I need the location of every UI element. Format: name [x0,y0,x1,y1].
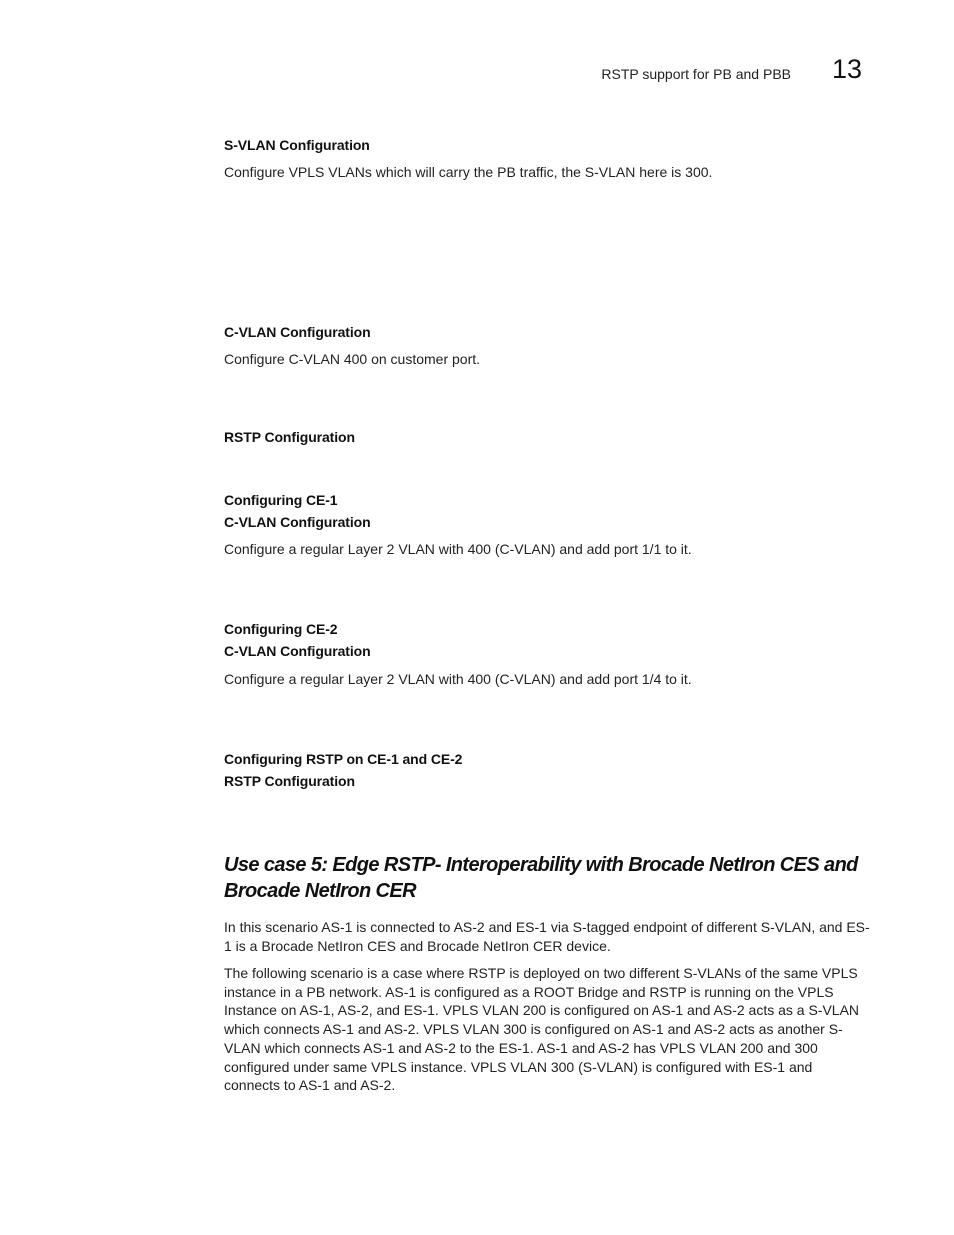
running-header-title: RSTP support for PB and PBB [601,66,791,82]
ce2-cvlan-configuration-text: Configure a regular Layer 2 VLAN with 400 (C-VLAN) and add port 1/4 to it. [224,671,692,687]
cvlan-configuration-heading: C-VLAN Configuration [224,324,371,340]
configuring-ce2-heading: Configuring CE-2 [224,621,338,637]
svlan-configuration-text: Configure VPLS VLANs which will carry the PB traffic, the S-VLAN here is 300. [224,164,713,180]
ce1-cvlan-configuration-text: Configure a regular Layer 2 VLAN with 400 (C-VLAN) and add port 1/1 to it. [224,541,692,557]
chapter-number: 13 [832,54,863,84]
ce1-cvlan-configuration-heading: C-VLAN Configuration [224,514,371,530]
use-case-paragraph-2: The following scenario is a case where RSTP is deployed on two different S-VLANs of the same VPLS instance in a PB network. AS-1 is configured as a ROOT Bridge and RSTP is running on the VPLS Instance on AS-1, AS-2, and ES-1. VPLS VLAN 200 is configured on AS-1 and AS-2 acts as a S-VLAN which connects AS-1 and AS-2. VPLS VLAN 300 is configured on AS-1 and AS-2 acts as another S-VLAN which connects AS-1 and AS-2 to the ES-1. AS-1 and AS-2 has VPLS VLAN 200 and 300 configured under same VPLS instance. VPLS VLAN 300 (S-VLAN) is configured with ES-1 and connects to AS-1 and AS-2. [224,965,860,1094]
rstp-configuration-heading: RSTP Configuration [224,429,355,445]
ce2-cvlan-configuration-heading: C-VLAN Configuration [224,643,371,659]
configuring-ce1-heading: Configuring CE-1 [224,492,338,508]
configuring-rstp-ce-heading: Configuring RSTP on CE-1 and CE-2 [224,751,463,767]
use-case-5-heading: Use case 5: Edge RSTP- Interoperability with Brocade NetIron CES and Brocade NetIron CER [224,854,858,902]
cvlan-configuration-text: Configure C-VLAN 400 on customer port. [224,351,481,367]
ce-rstp-configuration-heading: RSTP Configuration [224,773,355,789]
svlan-configuration-heading: S-VLAN Configuration [224,137,370,153]
use-case-paragraph-1: In this scenario AS-1 is connected to AS-2 and ES-1 via S-tagged endpoint of different S-VLAN, and ES-1 is a Brocade NetIron CES and Brocade NetIron CER device. [224,919,870,954]
